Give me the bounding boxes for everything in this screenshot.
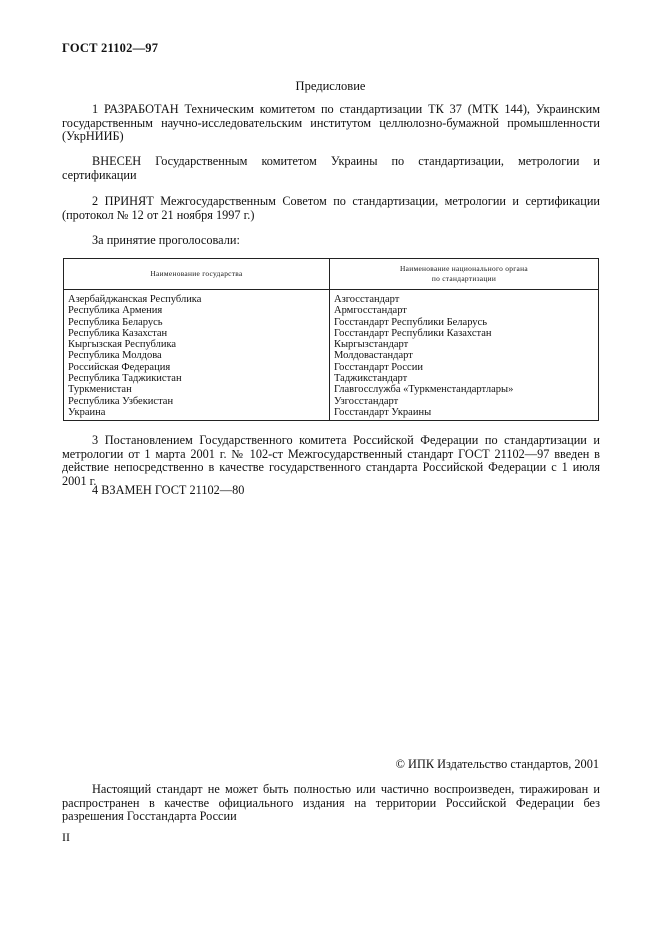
state-name: Республика Казахстан (64, 328, 330, 339)
preface-title: Предисловие (295, 79, 366, 93)
table-row (64, 384, 599, 395)
standards-body: Армгосстандарт (330, 305, 599, 316)
table-row (64, 290, 599, 306)
voting-states-table (63, 258, 599, 421)
table-header-row (64, 259, 599, 290)
paragraph-replaces: 4 ВЗАМЕН ГОСТ 21102—80 (92, 483, 245, 497)
state-name: Республика Беларусь (64, 317, 330, 328)
copyright-line: © ИПК Издательство стандартов, 2001 (395, 757, 599, 771)
table-row (64, 317, 599, 328)
standards-body: Госстандарт Республики Казахстан (330, 328, 599, 339)
standards-body: Кыргызстандарт (330, 339, 599, 350)
standards-body: Таджикстандарт (330, 373, 599, 384)
state-name: Азербайджанская Республика (64, 290, 330, 306)
state-name: Республика Армения (64, 305, 330, 316)
column-header-national-body-line1: Наименование национального органа (400, 264, 528, 273)
state-name: Туркменистан (64, 384, 330, 395)
standards-body: Госстандарт России (330, 362, 599, 373)
reproduction-notice: Настоящий стандарт не может быть полностью или частично воспроизведен, тиражирован и распространен в качестве официального издания на территории Российской Федерации без разрешения Госстандарта России (62, 782, 600, 824)
state-name: Кыргызская Республика (64, 339, 330, 350)
paragraph-enacted: 3 Постановлением Государственного комитета Российской Федерации по стандартизации и метрологии от 1 марта 2001 г. № 102-ст Межгосударственный стандарт ГОСТ 21102—97 введен в действие непосредственно в качестве государственного стандарта Российской Федерации с 1 июля 2001 г. (62, 433, 600, 488)
table-row (64, 305, 599, 316)
table-row (64, 373, 599, 384)
state-name: Республика Узбекистан (64, 396, 330, 407)
standards-body: Молдовастандарт (330, 350, 599, 361)
standards-body: Главгосслужба «Туркменстандартлары» (330, 384, 599, 395)
paragraph-introduced: ВНЕСЕН Государственным комитетом Украины по стандартизации, метрологии и сертификации (62, 154, 600, 182)
table-row (64, 407, 599, 421)
state-name: Республика Молдова (64, 350, 330, 361)
standards-body: Узгосстандарт (330, 396, 599, 407)
state-name: Украина (64, 407, 330, 421)
standards-body: Госстандарт Республики Беларусь (330, 317, 599, 328)
document-code: ГОСТ 21102—97 (62, 41, 159, 55)
table-row (64, 396, 599, 407)
table-row (64, 362, 599, 373)
column-header-national-body (330, 259, 599, 290)
state-name: Российская Федерация (64, 362, 330, 373)
table-row (64, 339, 599, 350)
paragraph-adopted: 2 ПРИНЯТ Межгосударственным Советом по стандартизации, метрологии и сертификации (протокол № 12 от 21 ноября 1997 г.) (62, 194, 600, 222)
column-header-national-body-line2: по стандартизации (431, 274, 497, 283)
table-row (64, 350, 599, 361)
standards-body: Госстандарт Украины (330, 407, 599, 421)
state-name: Республика Таджикистан (64, 373, 330, 384)
paragraph-developed: 1 РАЗРАБОТАН Техническим комитетом по стандартизации ТК 37 (МТК 144), Украинским государственным научно-исследовательским институтом целлюлозно-бумажной промышленности (УкрНИИБ) (62, 102, 600, 144)
page-number: II (62, 830, 70, 844)
standards-body: Азгосстандарт (330, 290, 599, 306)
paragraph-voted: За принятие проголосовали: (92, 233, 240, 247)
column-header-state: Наименование государства (64, 259, 330, 290)
table-row (64, 328, 599, 339)
